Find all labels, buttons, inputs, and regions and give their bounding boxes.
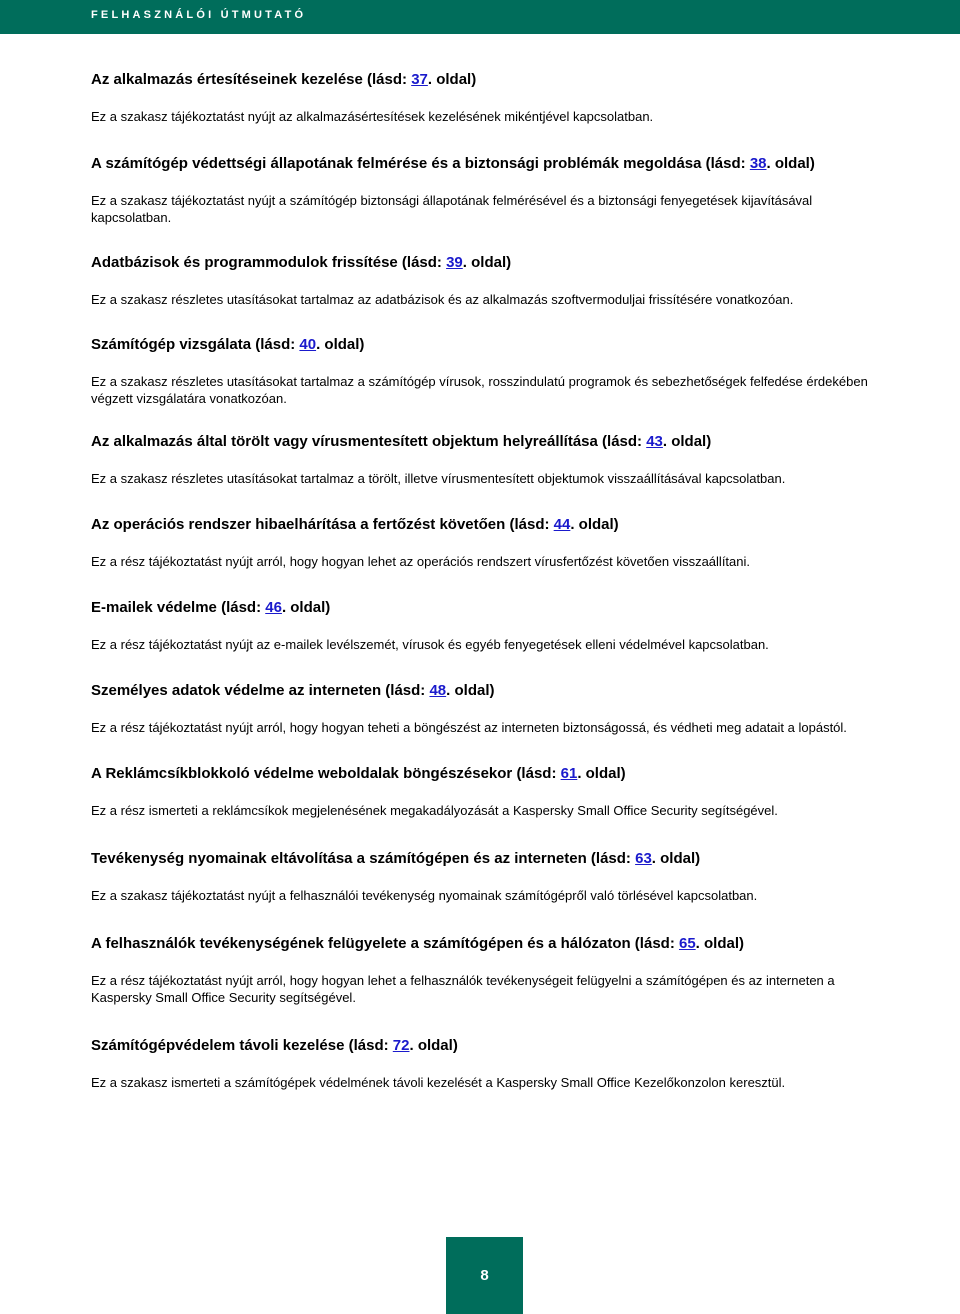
section-title-text: Az operációs rendszer hibaelhárítása a fertőzést követően (lásd: xyxy=(91,516,554,533)
page-reference-link[interactable]: 63 xyxy=(635,850,652,867)
section xyxy=(91,764,881,819)
section-title-suffix: . oldal) xyxy=(281,599,331,616)
section-title xyxy=(91,70,881,89)
section xyxy=(91,253,881,308)
page-reference-link[interactable]: 39 xyxy=(446,254,463,271)
page-reference-link[interactable]: 44 xyxy=(553,516,571,533)
section-title xyxy=(91,934,881,953)
page-reference-link[interactable]: 38 xyxy=(749,155,767,172)
header-bar xyxy=(0,0,960,34)
section-title xyxy=(91,432,881,451)
section-title-text: Számítógép vizsgálata (lásd: xyxy=(91,336,300,353)
section-title xyxy=(91,598,881,617)
document-body xyxy=(91,70,881,1121)
section-title-suffix: . oldal) xyxy=(662,433,712,450)
section-description: Ez a szakasz tájékoztatást nyújt a felhasználói tevékenység nyomainak számítógépről való törlésével kapcsolatban. xyxy=(91,888,758,903)
section xyxy=(91,154,881,226)
section-title xyxy=(91,335,881,354)
section-description: Ez a szakasz részletes utasításokat tartalmaz a számítógép vírusok, rosszindulatú programok és sebezhetőségek felfedése érdekében végzett vizsgálatára vonatkozóan. xyxy=(91,374,868,406)
section-title-text: A számítógép védettségi állapotának felmérése és a biztonsági problémák megoldása (lásd: xyxy=(91,155,750,172)
section-title xyxy=(91,681,881,700)
section-title xyxy=(91,764,881,783)
header-title: FELHASZNÁLÓI ÚTMUTATÓ xyxy=(91,9,307,21)
section-title-suffix: . oldal) xyxy=(651,850,701,867)
section-description: Ez a rész tájékoztatást nyújt arról, hogy hogyan lehet az operációs rendszert vírusfertőzést követően visszaállítani. xyxy=(91,554,751,569)
section xyxy=(91,1036,881,1091)
page-number: 8 xyxy=(480,1267,489,1284)
section xyxy=(91,432,881,487)
section xyxy=(91,681,881,736)
section xyxy=(91,70,881,125)
section-description: Ez a szakasz ismerteti a számítógépek védelmének távoli kezelését a Kaspersky Small Office Kezelőkonzolon keresztül. xyxy=(91,1075,786,1090)
section xyxy=(91,849,881,904)
section xyxy=(91,515,881,570)
page-reference-link[interactable]: 40 xyxy=(299,336,317,353)
section-description: Ez a rész ismerteti a reklámcsíkok megjelenésének megakadályozását a Kaspersky Small Office Security segítségével. xyxy=(91,803,778,818)
page-reference-link[interactable]: 37 xyxy=(411,71,428,88)
section-title-text: Adatbázisok és programmodulok frissítése (lásd: xyxy=(91,254,447,271)
section-title-text: Az alkalmazás értesítéseinek kezelése (lásd: xyxy=(91,71,412,88)
section-title-suffix: . oldal) xyxy=(570,516,619,533)
section-title xyxy=(91,253,881,272)
section-description: Ez a szakasz tájékoztatást nyújt a számítógép biztonsági állapotának felmérésével és a biztonsági fenyegetések kijavításával kapcsolatban. xyxy=(91,193,813,225)
section xyxy=(91,598,881,653)
section-title-text: A felhasználók tevékenységének felügyelete a számítógépen és a hálózaton (lásd: xyxy=(91,935,679,952)
page-reference-link[interactable]: 48 xyxy=(429,682,447,699)
page-reference-link[interactable]: 61 xyxy=(560,765,578,782)
section-title-suffix: . oldal) xyxy=(577,765,626,782)
section-title xyxy=(91,154,881,173)
section xyxy=(91,934,881,1006)
section-description: Ez a szakasz tájékoztatást nyújt az alkalmazásértesítések kezelésének mikéntjével kapcsolatban. xyxy=(91,109,654,124)
page-reference-link[interactable]: 65 xyxy=(678,935,696,952)
section-title-text: Az alkalmazás által törölt vagy vírusmentesített objektum helyreállítása (lásd: xyxy=(91,433,647,450)
section-title-suffix: . oldal) xyxy=(462,254,512,271)
section-title-text: Tevékenység nyomainak eltávolítása a számítógépen és az interneten (lásd: xyxy=(91,850,636,867)
page-number-badge xyxy=(446,1237,523,1314)
page-reference-link[interactable]: 46 xyxy=(265,599,282,616)
page-reference-link[interactable]: 43 xyxy=(646,433,663,450)
section-title xyxy=(91,849,881,868)
section-title xyxy=(91,1036,881,1055)
section-description: Ez a rész tájékoztatást nyújt az e-mailek levélszemét, vírusok és egyéb fenyegetések elleni védelmével kapcsolatban. xyxy=(91,637,769,652)
section-title-suffix: . oldal) xyxy=(427,71,477,88)
section-description: Ez a rész tájékoztatást nyújt arról, hogy hogyan lehet a felhasználók tevékenységeit felügyelni a számítógépen és az interneten a Kaspersky Small Office Security segítségével. xyxy=(91,973,835,1005)
section-title-text: A Reklámcsíkblokkoló védelme weboldalak böngészésekor (lásd: xyxy=(91,765,561,782)
section-title-suffix: . oldal) xyxy=(446,682,495,699)
section-description: Ez a szakasz részletes utasításokat tartalmaz az adatbázisok és az alkalmazás szoftvermoduljai frissítésére vonatkozóan. xyxy=(91,292,794,307)
section-title-suffix: . oldal) xyxy=(316,336,365,353)
page-reference-link[interactable]: 72 xyxy=(392,1037,410,1054)
section-description: Ez a rész tájékoztatást nyújt arról, hogy hogyan teheti a böngészést az interneten biztonságossá, és védheti meg adatait a lopástól. xyxy=(91,720,847,735)
section-title-suffix: . oldal) xyxy=(409,1037,458,1054)
section-description: Ez a szakasz részletes utasításokat tartalmaz a törölt, illetve vírusmentesített objektumok visszaállításával kapcsolatban. xyxy=(91,471,786,486)
section-title-text: E-mailek védelme (lásd: xyxy=(91,599,266,616)
section-title-text: Számítógépvédelem távoli kezelése (lásd: xyxy=(91,1037,393,1054)
section xyxy=(91,335,881,407)
section-title-suffix: . oldal) xyxy=(766,155,815,172)
section-title-text: Személyes adatok védelme az interneten (lásd: xyxy=(91,682,430,699)
section-title-suffix: . oldal) xyxy=(695,935,745,952)
section-title xyxy=(91,515,881,534)
